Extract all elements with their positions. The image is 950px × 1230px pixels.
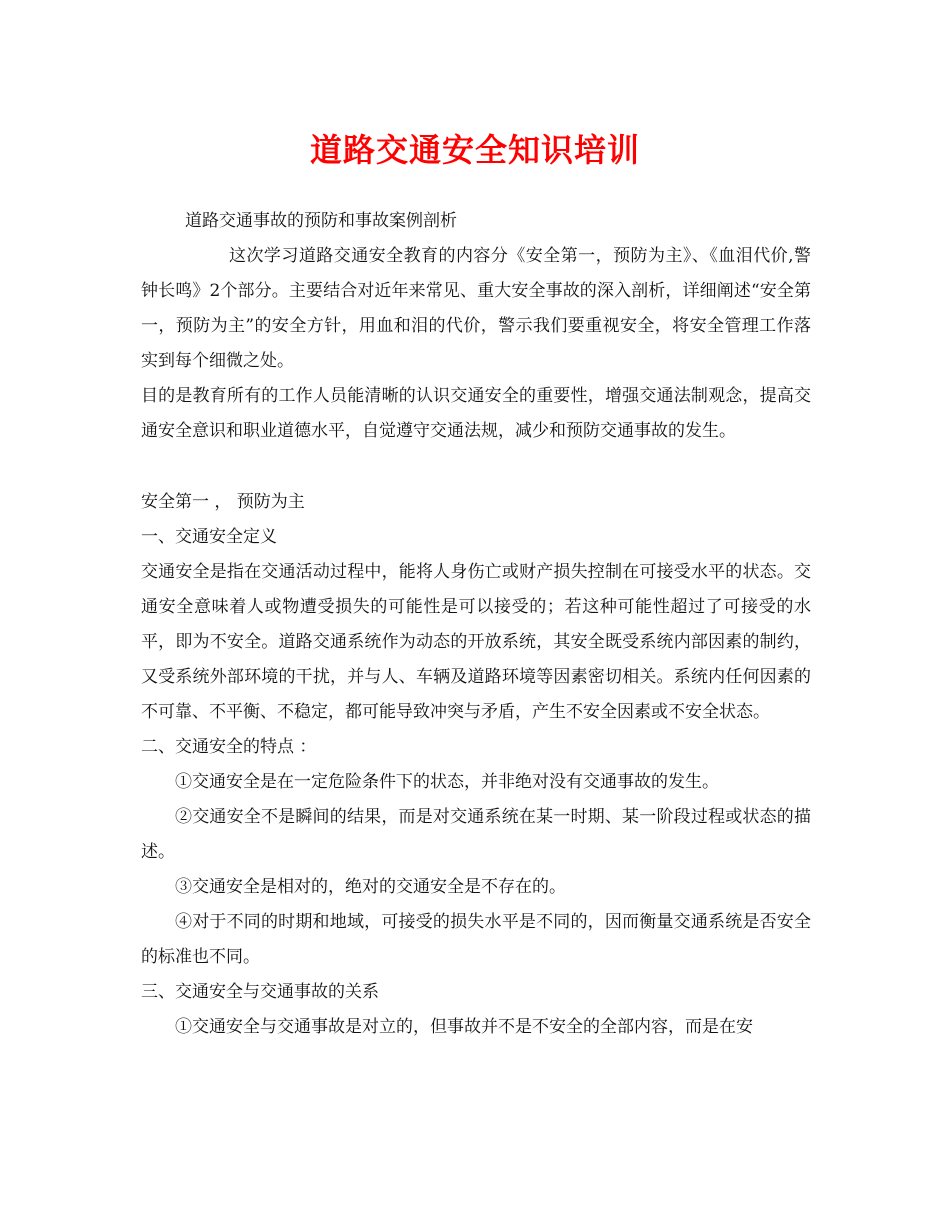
heading-definition: 一、交通安全定义 — [141, 527, 277, 547]
feature-item-3: ③交通安全是相对的，绝对的交通安全是不存在的。 — [175, 877, 566, 897]
document-title: 道路交通安全知识培训 — [309, 131, 640, 169]
paragraph-gap — [141, 449, 811, 485]
subtitle: 道路交通事故的预防和事故案例剖析 — [185, 211, 457, 231]
document-body — [141, 204, 811, 1045]
feature-item-4: ④对于不同的时期和地域，可接受的损失水平是不同的，因而衡量交通系统是否安全的标准也不同。 — [141, 912, 811, 967]
feature-item-1: ①交通安全是在一定危险条件下的状态，并非绝对没有交通事故的发生。 — [175, 772, 719, 792]
section-title: 安全第一 ， 预防为主 — [141, 492, 305, 512]
heading-features: 二、交通安全的特点 ： — [141, 737, 317, 757]
heading-relation: 三、交通安全与交通事故的关系 — [141, 982, 379, 1002]
relation-item-1: ①交通安全与交通事故是对立的，但事故并不是不安全的全部内容，而是在安 — [175, 1017, 753, 1037]
intro-paragraph-1: 这次学习道路交通安全教育的内容分《安全第一，预防为主》、《血泪代价,警钟长鸣》2个部分。主要结合对近年来常见、重大安全事故的深入剖析，详细阐述“安全第一，预防为主”的安全方针，用血和泪的代价，警示我们要重视安全，将安全管理工作落实到每个细微之处。 — [141, 246, 811, 371]
definition-paragraph: 交通安全是指在交通活动过程中，能将人身伤亡或财产损失控制在可接受水平的状态。交通安全意味着人或物遭受损失的可能性是可以接受的；若这种可能性超过了可接受的水平，即为不安全。道路交通系统作为动态的开放系统，其安全既受系统内部因素的制约，又受系统外部环境的干扰，并与人、车辆及道路环境等因素密切相关。系统内任何因素的不可靠、不平衡、不稳定，都可能导致冲突与矛盾，产生不安全因素或不安全状态。 — [141, 562, 811, 722]
feature-item-2: ②交通安全不是瞬间的结果，而是对交通系统在某一时期、某一阶段过程或状态的描述。 — [141, 807, 811, 862]
intro-paragraph-2: 目的是教育所有的工作人员能清晰的认识交通安全的重要性，增强交通法制观念，提高交通安全意识和职业道德水平，自觉遵守交通法规，减少和预防交通事故的发生。 — [141, 386, 811, 441]
